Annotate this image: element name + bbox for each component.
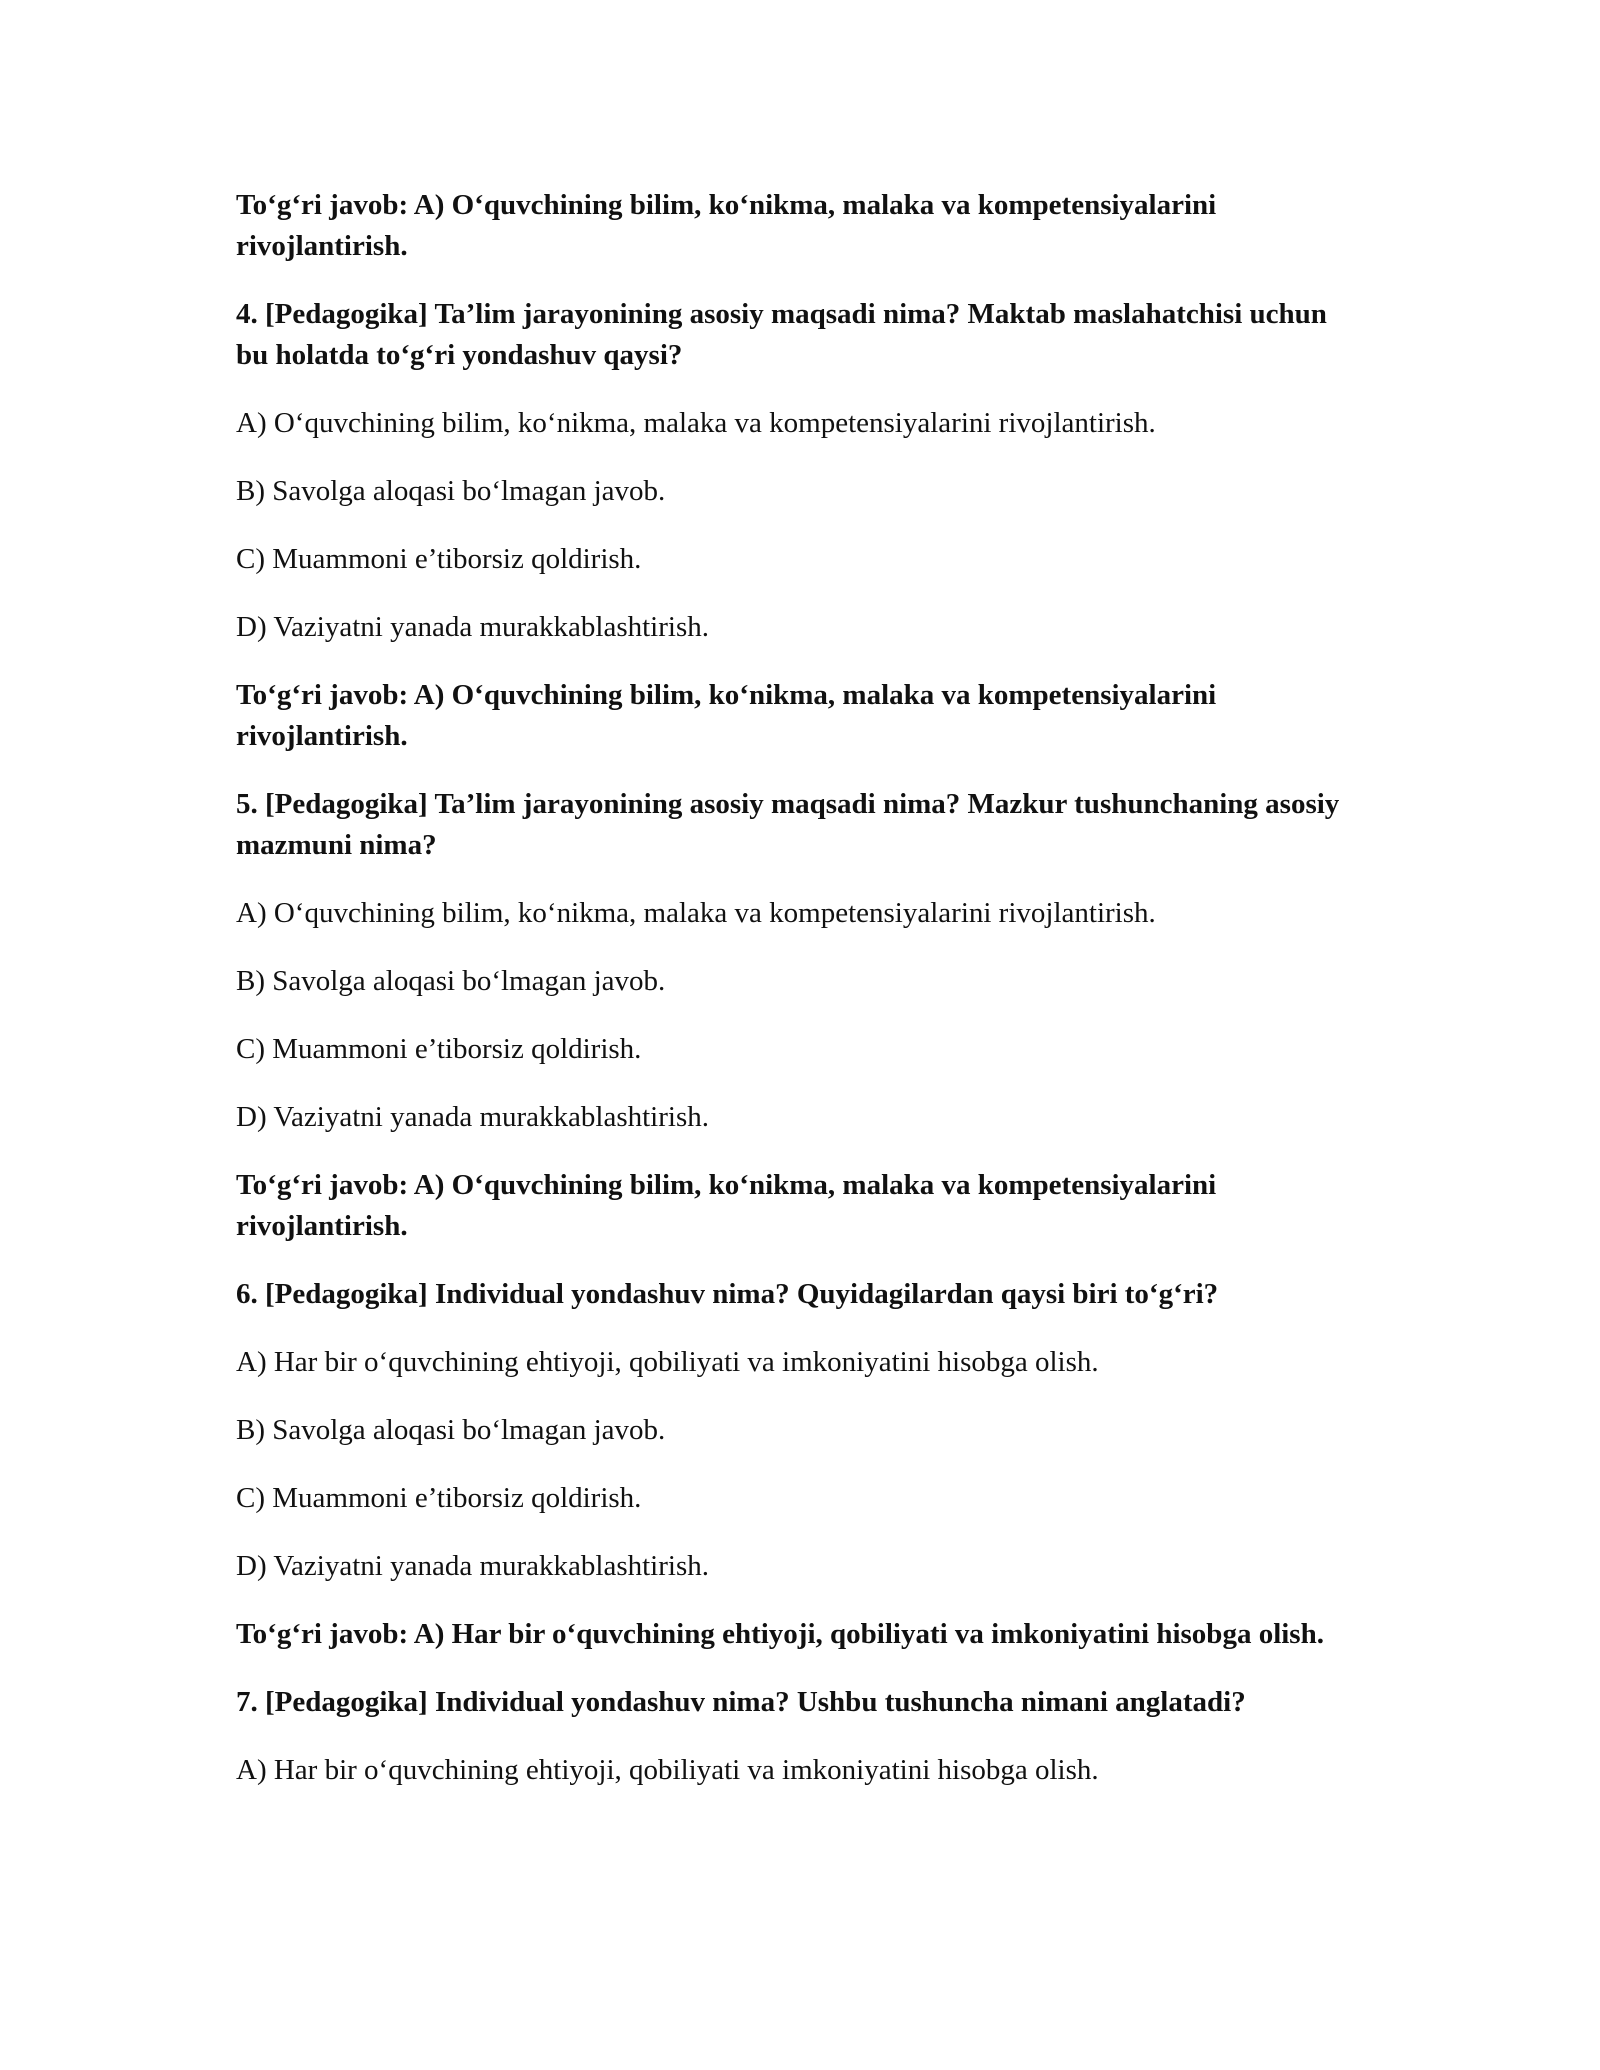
option-c: C) Muammoni e’tiborsiz qoldirish. [236, 543, 642, 575]
question-4: 4. [Pedagogika] Ta’lim jarayonining asosiy maqsadi nima? Maktab maslahatchisi uchun bu holatda to‘g‘ri yondashuv qaysi? [236, 298, 1327, 371]
option-b: B) Savolga aloqasi bo‘lmagan javob. [236, 965, 666, 997]
option-d: D) Vaziyatni yanada murakkablashtirish. [236, 611, 709, 643]
option-a: A) Har bir o‘quvchining ehtiyoji, qobiliyati va imkoniyatini hisobga olish. [236, 1754, 1099, 1786]
option-b: B) Savolga aloqasi bo‘lmagan javob. [236, 1414, 666, 1446]
option-c: C) Muammoni e’tiborsiz qoldirish. [236, 1033, 642, 1065]
question-7: 7. [Pedagogika] Individual yondashuv nima? Ushbu tushuncha nimani anglatadi? [236, 1686, 1246, 1718]
option-d: D) Vaziyatni yanada murakkablashtirish. [236, 1101, 709, 1133]
question-6: 6. [Pedagogika] Individual yondashuv nima? Quyidagilardan qaysi biri to‘g‘ri? [236, 1278, 1219, 1310]
option-a: A) O‘quvchining bilim, ko‘nikma, malaka va kompetensiyalarini rivojlantirish. [236, 407, 1156, 439]
correct-answer: To‘g‘ri javob: A) O‘quvchining bilim, ko‘nikma, malaka va kompetensiyalarini rivojlantirish. [236, 189, 1217, 262]
option-c: C) Muammoni e’tiborsiz qoldirish. [236, 1482, 642, 1514]
option-b: B) Savolga aloqasi bo‘lmagan javob. [236, 475, 666, 507]
correct-answer: To‘g‘ri javob: A) O‘quvchining bilim, ko‘nikma, malaka va kompetensiyalarini rivojlantirish. [236, 679, 1217, 752]
option-a: A) Har bir o‘quvchining ehtiyoji, qobiliyati va imkoniyatini hisobga olish. [236, 1346, 1099, 1378]
option-a: A) O‘quvchining bilim, ko‘nikma, malaka va kompetensiyalarini rivojlantirish. [236, 897, 1156, 929]
correct-answer: To‘g‘ri javob: A) Har bir o‘quvchining ehtiyoji, qobiliyati va imkoniyatini hisobga olish. [236, 1618, 1324, 1650]
option-d: D) Vaziyatni yanada murakkablashtirish. [236, 1550, 709, 1582]
correct-answer: To‘g‘ri javob: A) O‘quvchining bilim, ko‘nikma, malaka va kompetensiyalarini rivojlantirish. [236, 1169, 1217, 1242]
document-page [236, 185, 1366, 1818]
question-5: 5. [Pedagogika] Ta’lim jarayonining asosiy maqsadi nima? Mazkur tushunchaning asosiy mazmuni nima? [236, 788, 1340, 861]
